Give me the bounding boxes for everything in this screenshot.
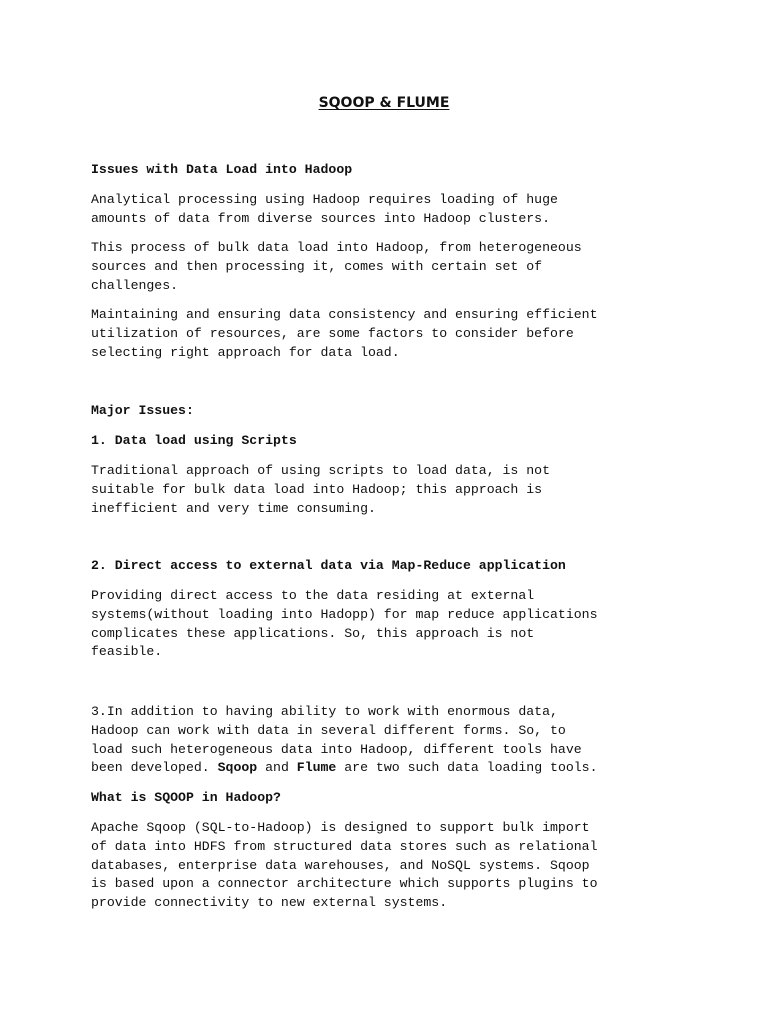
issue-1-heading: 1. Data load using Scripts — [91, 433, 297, 448]
flume-bold-term: Flume — [296, 760, 337, 776]
section-heading-what-is-sqoop: What is SQOOP in Hadoop? — [91, 790, 281, 805]
issue-3-text — [91, 703, 701, 778]
paragraph-data-consistency: Maintaining and ensuring data consistency and ensuring efficient utilization of resources, are some factors to consider before selecting right approach for data load. — [91, 307, 598, 360]
issue-3-last-pre: been developed. — [91, 760, 218, 776]
sqoop-bold-term: Sqoop — [217, 760, 258, 776]
section-heading-issues: Issues with Data Load into Hadoop — [91, 162, 353, 177]
issue-2-heading: 2. Direct access to external data via Map-Reduce application — [91, 558, 566, 573]
issue-3-lines: 3.In addition to having ability to work with enormous data, Hadoop can work with data in several different forms. So, to load such heterogeneous data into Hadoop, different tools have — [91, 704, 582, 757]
paragraph-analytical-processing: Analytical processing using Hadoop requires loading of huge amounts of data from diverse sources into Hadoop clusters. — [91, 192, 558, 226]
paragraph-bulk-data-load: This process of bulk data load into Hadoop, from heterogeneous sources and then processing it, comes with certain set of challenges. — [91, 240, 582, 293]
document-title: SQOOP & FLUME — [318, 95, 450, 111]
issue-3-and: and — [257, 760, 297, 776]
section-heading-major-issues: Major Issues: — [91, 403, 194, 418]
issue-2-text: Providing direct access to the data residing at external systems(without loading into Hadopp) for map reduce applications complicates these applications. So, this approach is not feasible. — [91, 588, 598, 660]
issue-3-last-post: are two such data loading tools. — [336, 760, 598, 776]
issue-1-text: Traditional approach of using scripts to load data, is not suitable for bulk data load into Hadoop; this approach is inefficient and very time consuming. — [91, 463, 550, 516]
paragraph-sqoop-description: Apache Sqoop (SQL-to-Hadoop) is designed to support bulk import of data into HDFS from structured data stores such as relational databases, enterprise data warehouses, and NoSQL systems. Sqoop is based upon a connector architecture which supports plugins to provide connectivity to new external systems. — [91, 820, 598, 911]
